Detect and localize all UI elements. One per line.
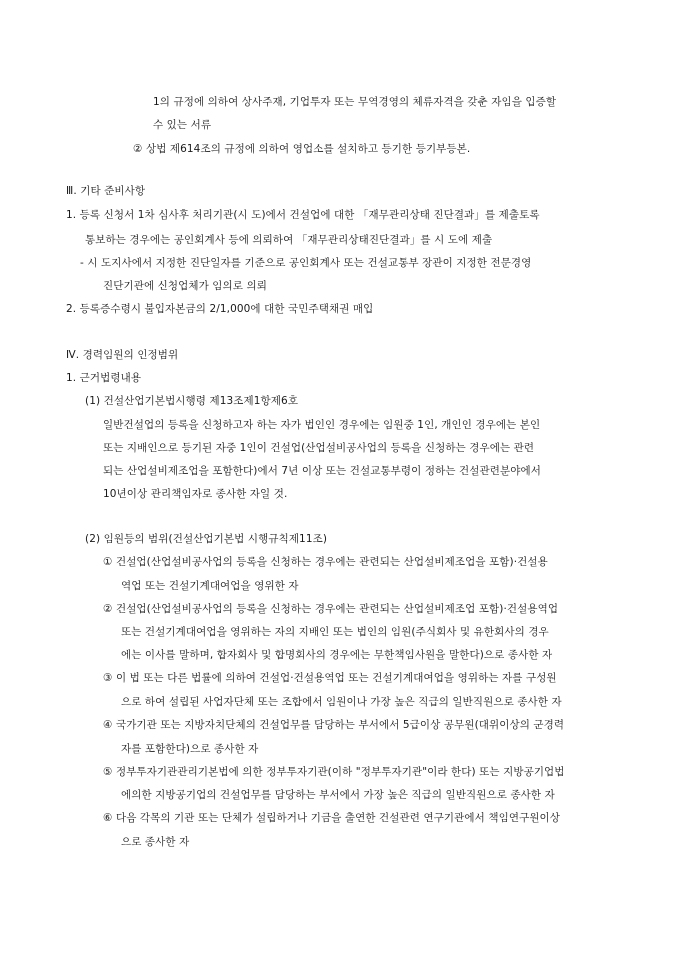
text-line: 으로 하여 설립된 사업자단체 또는 조합에서 임원이나 가장 높은 직급의 일반직원으로 종사한 자 <box>121 696 562 708</box>
text-line: ② 상법 제614조의 규정에 의하여 영업소를 설치하고 등기한 등기부등본. <box>133 143 471 155</box>
text-line: 진단기관에 신청업체가 임의로 의뢰 <box>103 280 267 292</box>
text-line: ③ 이 법 또는 다른 법률에 의하여 건설업·건설용역업 또는 건설기계대여업을 영위하는 자를 구성원 <box>103 672 557 684</box>
text-line: 에의한 지방공기업의 건설업무를 담당하는 부서에서 가장 높은 직급의 일반직원으로 종사한 자 <box>121 789 555 801</box>
text-line: 1. 등록 신청서 1차 심사후 처리기관(시 도)에서 건설업에 대한 「재무관리상태 진단결과」를 제출토록 <box>66 209 540 221</box>
text-line: 으로 종사한 자 <box>121 836 190 848</box>
text-line: ⑥ 다음 각목의 기관 또는 단체가 설립하거나 기금을 출연한 건설관련 연구기관에서 책임연구원이상 <box>103 812 561 824</box>
text-line: 또는 건설기계대여업을 영위하는 자의 지배인 또는 법인의 임원(주식회사 및 유한회사의 경우 <box>121 626 549 638</box>
section-heading: Ⅳ. 경력임원의 인정범위 <box>66 349 179 361</box>
text-line: 10년이상 관리책임자로 종사한 자일 것. <box>103 488 288 500</box>
text-line: 에는 이사를 말하며, 합자회사 및 합명회사의 경우에는 무한책임사원을 말한다)으로 종사한 자 <box>121 649 553 661</box>
text-line: ② 건설업(산업설비공사업의 등록을 신청하는 경우에는 관련되는 산업설비제조업 포함)·건설용역업 <box>103 603 559 615</box>
text-line: (2) 임원등의 범위(건설산업기본법 시행규칙제11조) <box>85 533 328 545</box>
text-line: 역업 또는 건설기계대여업을 영위한 자 <box>121 580 299 592</box>
text-line: 일반건설업의 등록을 신청하고자 하는 자가 법인인 경우에는 임원중 1인, 개인인 경우에는 본인 <box>103 419 541 431</box>
text-line: 2. 등록증수령시 불입자본금의 2/1,000에 대한 국민주택채권 매입 <box>66 303 374 315</box>
text-line: 1의 규정에 의하여 상사주재, 기업투자 또는 무역경영의 체류자격을 갖춘 자임을 입증할 <box>153 96 557 108</box>
text-line: ① 건설업(산업설비공사업의 등록을 신청하는 경우에는 관련되는 산업설비제조업을 포함)·건설용 <box>103 556 548 568</box>
text-line: 통보하는 경우에는 공인회계사 등에 의뢰하여 「재무관리상태진단결과」를 시 도에 제출 <box>85 234 493 246</box>
text-line: 1. 근거법령내용 <box>66 372 142 384</box>
text-line: 되는 산업설비제조업을 포함한다)에서 7년 이상 또는 건설교통부령이 정하는 건설관련분야에서 <box>103 465 541 477</box>
section-heading: Ⅲ. 기타 준비사항 <box>66 185 146 197</box>
text-line: ④ 국가기관 또는 지방자치단체의 건설업무를 담당하는 부서에서 5급이상 공무원(대위이상의 군경력 <box>103 719 565 731</box>
text-line: 수 있는 서류 <box>153 119 212 131</box>
text-line: (1) 건설산업기본법시행령 제13조제1항제6호 <box>85 395 299 407</box>
text-line: 또는 지배인으로 등기된 자중 1인이 건설업(산업설비공사업의 등록을 신청하는 경우에는 관련 <box>103 442 535 454</box>
text-line: ⑤ 정부투자기관관리기본법에 의한 정부투자기관(이하 "정부투자기관"이라 한다) 또는 지방공기업법 <box>103 766 565 778</box>
text-line: 자를 포함한다)으로 종사한 자 <box>121 743 259 755</box>
text-line: - 시 도지사에서 지정한 진단일자를 기준으로 공인회계사 또는 건설교통부 장관이 지정한 전문경영 <box>80 257 532 269</box>
